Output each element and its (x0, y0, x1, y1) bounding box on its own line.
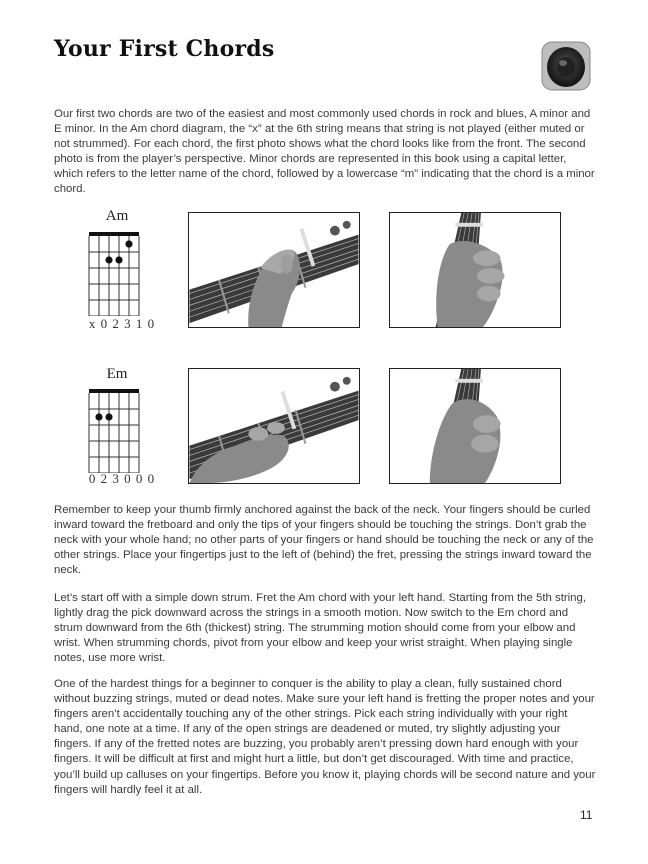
finger-dot (105, 413, 112, 420)
finger-dot (115, 256, 122, 263)
intro-paragraph: Our first two chords are two of the easiest and most commonly used chords in rock and blues, A minor and E minor. In the Am chord diagram, the “x” at the 6th string means that string is not played (either muted or not strummed). For each chord, the first photo shows what the chord looks like from the front. The second photo is from the player’s perspective. Minor chords are represented in this book using a capital letter, which refers to the letter name of the chord, followed by a lowercase “m” indicating that the chord is a minor chord. (54, 108, 595, 196)
chord-diagram-am (87, 232, 151, 316)
chord-fingering-em: 0 2 3 0 0 0 (88, 471, 156, 486)
em-front-photo (188, 368, 360, 484)
em-player-photo (389, 368, 561, 484)
chord-name-em: Em (106, 366, 128, 382)
am-player-photo (389, 212, 561, 328)
am-front-photo (188, 212, 360, 328)
strum-paragraph: Let’s start off with a simple down strum. Fret the Am chord with your left hand. Starting from the 5th string, lightly drag the pick downward across the strings in a smooth motion. Now switch to the Em chord and strum downward from the 6th (thickest) string. The strumming motion should come from your elbow and wrist. When strumming chords, pivot from your elbow and keep your wrist straight. When playing single notes, use more wrist. (54, 592, 587, 665)
chord-name-am: Am (105, 208, 129, 224)
finger-dot (125, 240, 132, 247)
chord-diagram-em (87, 389, 151, 473)
page-number: 11 (580, 808, 593, 822)
chord-fingering-am: x 0 2 3 1 0 (88, 316, 156, 331)
clean-chord-paragraph: One of the hardest things for a beginner to conquer is the ability to play a clean, fully sustained chord without buzzing strings, muted or dead notes. Make sure your left hand is fretting the proper notes and your fingers aren’t accidentally touching any of the other strings. Pick each string individually with your right hand, one note at a time. If any of the open strings are deadened or muted, try slightly adjusting your fingers. If any of the fretted notes are buzzing, you probably aren’t pressing down hard enough with your fingers. It will be difficult at first and might hurt a little, but don’t get discouraged. With time and practice, you’ll build up calluses on your fingertips. Before you know it, playing chords will be second nature and your fingers will hardly feel it at all. (54, 678, 596, 796)
speaker-icon[interactable] (540, 40, 592, 92)
page-title: Your First Chords (54, 36, 275, 62)
thumb-paragraph: Remember to keep your thumb firmly anchored against the back of the neck. Your fingers should be curled inward toward the fretboard and only the tips of your fingers should be touching the strings. Don’t grab the neck with your whole hand; no other parts of your fingers or hand should be touching the neck or any of the other strings. Place your fingertips just to the left of (behind) the fret, pressing the strings inward toward the neck. (54, 504, 594, 577)
finger-dot (95, 413, 102, 420)
finger-dot (105, 256, 112, 263)
